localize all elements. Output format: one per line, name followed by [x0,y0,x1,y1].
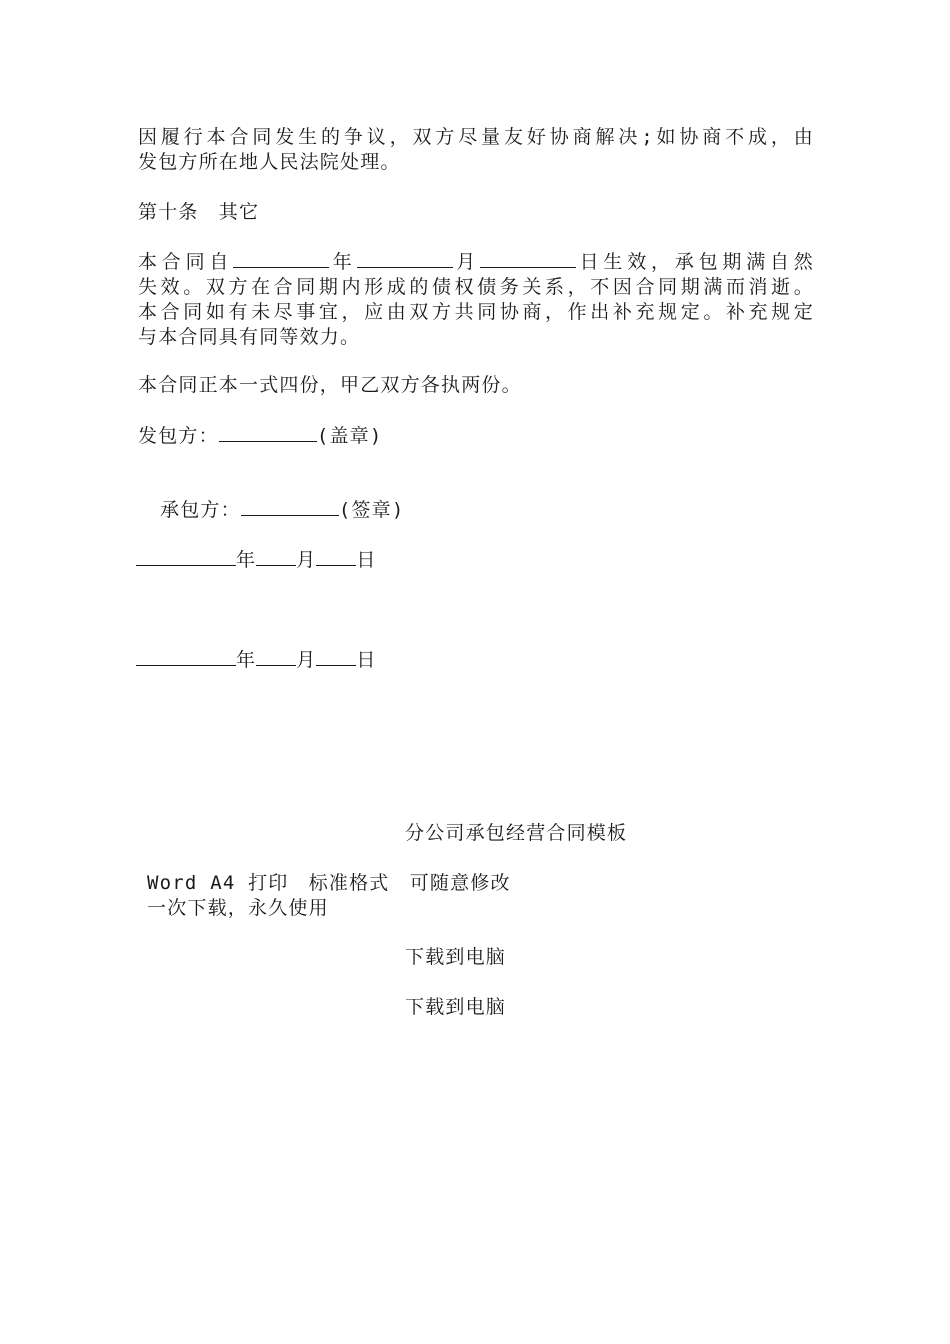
dispute-clause-line-1: 因履行本合同发生的争议，双方尽量友好协商解决;如协商不成，由 [138,126,814,148]
article-10-heading [138,200,814,225]
date-2-year-label: 年 [236,649,257,671]
party-a-seal: (盖章) [316,425,383,447]
effective-clause [138,249,814,350]
effective-year-label: 年 [329,251,357,273]
effective-day-blank [480,249,576,268]
effective-clause-line-1 [138,249,814,275]
date-2-day-blank [316,647,356,666]
effective-suffix: 日生效，承包期满自然 [576,251,814,273]
copies-clause-text: 本合同正本一式四份，甲乙双方各执两份。 [138,374,522,396]
download-link-1[interactable]: 下载到电脑 [405,946,507,968]
party-b-signature [160,497,405,523]
date-1-month-label: 月 [296,549,317,571]
date-line-1 [136,547,377,573]
date-2-month-blank [256,647,296,666]
copies-clause [138,373,814,398]
effective-month-blank [357,249,453,268]
party-a-label: 发包方： [138,425,219,447]
date-2-year-blank [136,647,236,666]
date-2-month-label: 月 [296,649,317,671]
effective-prefix: 本合同自 [138,251,234,273]
effective-clause-line-3: 本合同如有未尽事宜，应由双方共同协商，作出补充规定。补充规定 [138,301,814,323]
dispute-clause [138,125,814,175]
download-link-2[interactable]: 下载到电脑 [405,996,507,1018]
dispute-clause-line-2: 发包方所在地人民法院处理。 [138,151,401,173]
date-1-day-label: 日 [356,549,377,571]
effective-year-blank [233,249,329,268]
party-b-blank [241,497,339,516]
party-a-blank [219,423,317,442]
article-10-heading-text: 第十条 其它 [138,201,260,223]
features-line-2: 一次下载，永久使用 [147,897,329,919]
date-1-year-blank [136,547,236,566]
date-line-2 [136,647,377,673]
date-2-day-label: 日 [356,649,377,671]
effective-clause-line-4: 与本合同具有同等效力。 [138,326,361,348]
party-b-seal: (签章) [338,499,405,521]
date-1-day-blank [316,547,356,566]
effective-month-label: 月 [452,251,481,273]
template-title: 分公司承包经营合同模板 [405,822,628,844]
features-line-1: Word A4 打印 标准格式 可随意修改 [147,872,511,894]
date-1-month-blank [256,547,296,566]
effective-clause-line-2: 失效。双方在合同期内形成的债权债务关系，不因合同期满而消逝。 [138,276,814,298]
party-b-label: 承包方： [160,499,241,521]
date-1-year-label: 年 [236,549,257,571]
party-a-signature [138,423,383,449]
